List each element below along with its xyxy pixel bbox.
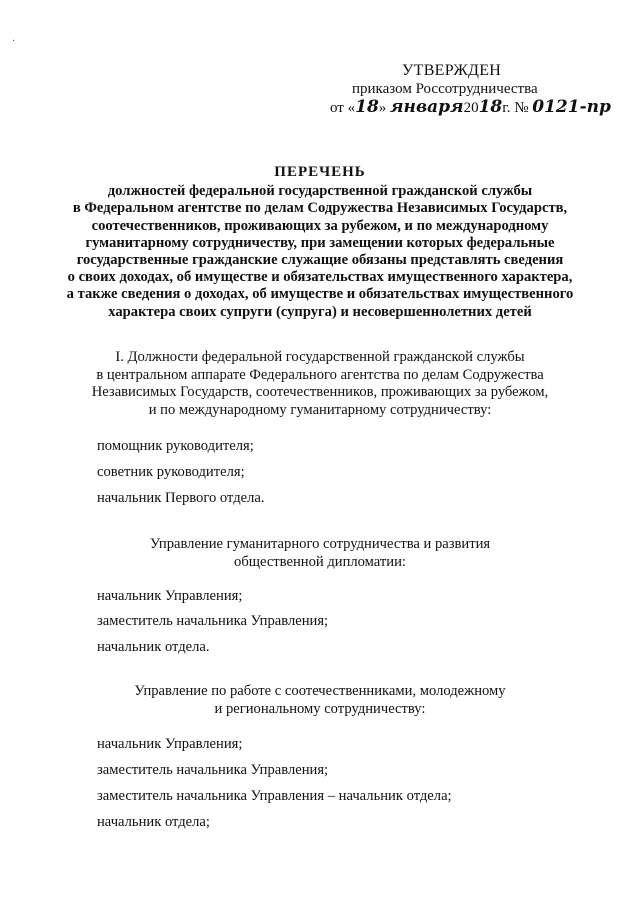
order-number: 0121-пр (532, 97, 611, 117)
date-prefix: от « (330, 100, 356, 116)
section-heading-line: I. Должности федеральной государственной гражданской службы (115, 349, 525, 365)
title-line: а также сведения о доходах, об имуществе и обязательствах имущественного (66, 286, 574, 303)
title-line: в Федеральном агентстве по делам Содружества Независимых Государств, (72, 200, 568, 217)
title-line: гуманитарному сотрудничеству, при замещении которых федеральные (85, 234, 555, 251)
title-line: характера своих супруги (супруга) и несовершеннолетних детей (108, 303, 532, 320)
section-heading-line: в центральном аппарате Федерального агентства по делам Содружества (96, 366, 544, 383)
list-item: заместитель начальника Управления; (97, 613, 329, 629)
section-1-heading (70, 349, 570, 419)
list-item: начальник отдела; (97, 814, 210, 830)
section-heading-line: Управление по работе с соотечественниками, молодежному (134, 683, 506, 699)
section-heading-line: общественной дипломатии: (234, 553, 406, 570)
list-item: заместитель начальника Управления; (97, 762, 329, 778)
date-suffix: г. № (502, 100, 529, 116)
list-item: заместитель начальника Управления – начальник отдела; (97, 788, 452, 804)
section-heading-line: и по международному гуманитарному сотрудничеству: (148, 401, 492, 418)
scan-speck: · (12, 36, 16, 47)
title-line: должностей федеральной государственной гражданской службы (107, 183, 533, 200)
list-item: советник руководителя; (97, 464, 245, 480)
date-year-prefix: 20 (463, 100, 479, 116)
date-year: 18 (478, 97, 503, 117)
list-item: начальник отдела. (97, 639, 210, 655)
list-item: начальник Первого отдела. (97, 490, 265, 506)
date-month: января (390, 97, 464, 117)
list-item: начальник Управления; (97, 736, 243, 752)
section-heading-line: Независимых Государств, соотечественников, проживающих за рубежом, (91, 384, 549, 400)
document-title (40, 164, 600, 321)
approval-order-text: приказом Россотрудничества (352, 81, 538, 97)
approval-stamp: УТВЕРЖДЕН (402, 62, 502, 79)
title-heading: ПЕРЕЧЕНЬ (274, 164, 366, 180)
list-item: начальник Управления; (97, 588, 243, 604)
title-line: о своих доходах, об имуществе и обязательствах имущественного характера, (67, 269, 573, 286)
title-line: государственные гражданские служащие обязаны представлять сведения (76, 252, 564, 269)
approval-date-line (330, 98, 620, 117)
approval-block (330, 62, 620, 117)
section-3-heading (70, 683, 570, 718)
title-line: соотечественников, проживающих за рубежом, и по международному (91, 217, 549, 234)
section-heading-line: Управление гуманитарного сотрудничества и развития (149, 536, 491, 552)
date-mid: » (378, 100, 387, 116)
date-day: 18 (355, 97, 379, 117)
section-2-heading (70, 536, 570, 571)
section-heading-line: и региональному сотрудничеству: (214, 700, 426, 717)
list-item: помощник руководителя; (97, 438, 254, 454)
